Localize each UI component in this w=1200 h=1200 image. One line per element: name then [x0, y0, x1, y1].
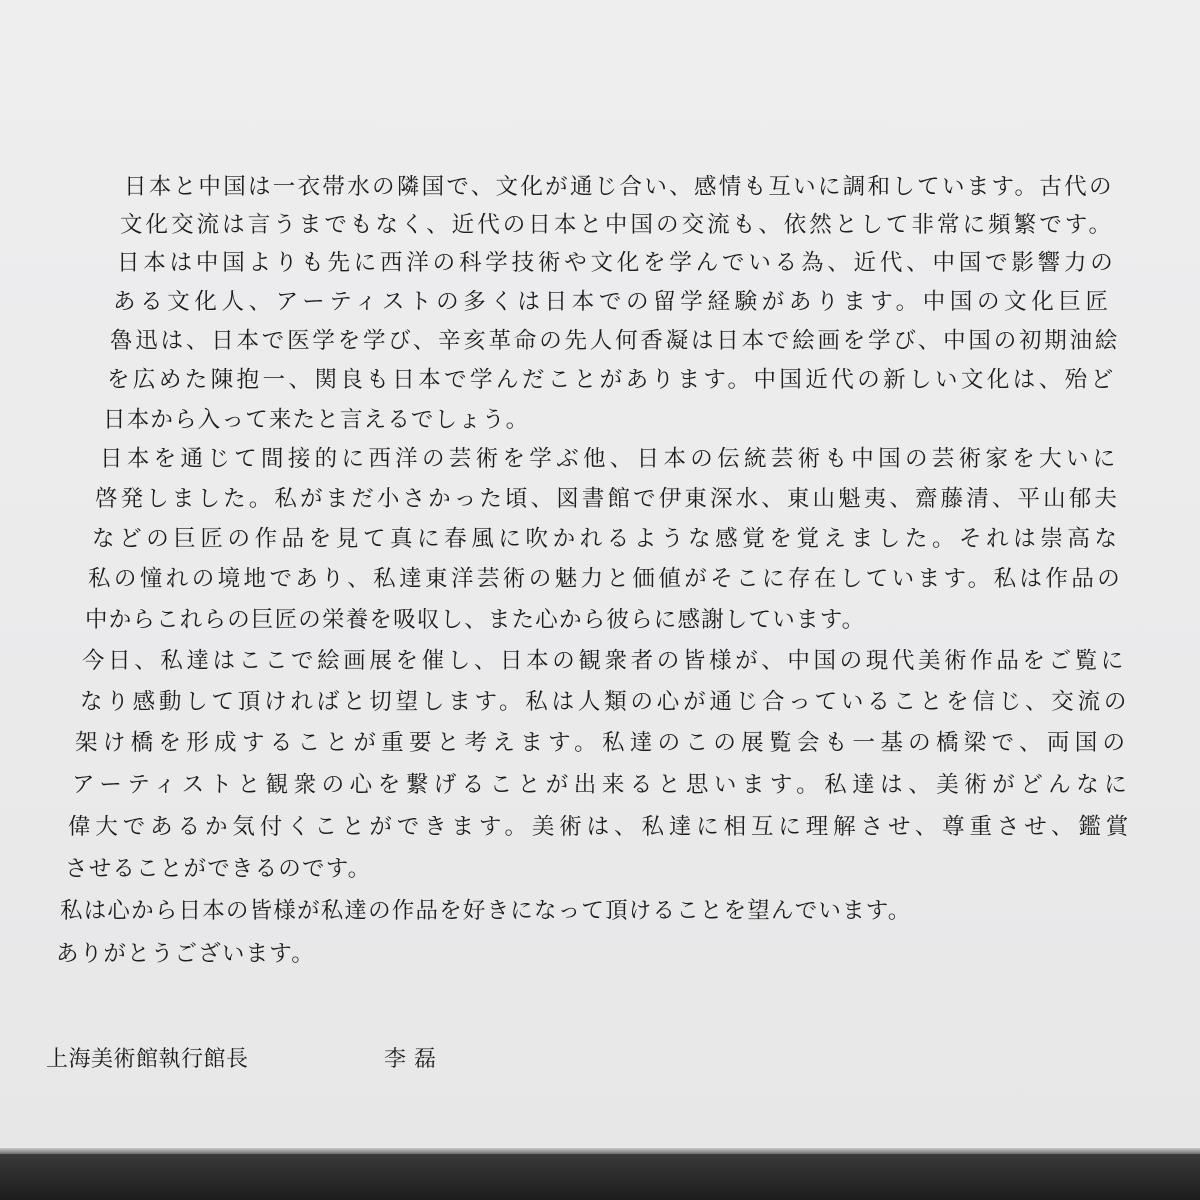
letter-line: 今日、私達はここで絵画展を催し、日本の観衆者の皆様が、中国の現代美術作品をご覧に [82, 648, 1128, 674]
letter-line: などの巨匠の作品を見て真に春風に吹かれるような感覚を覚えました。それは崇高な [92, 526, 1122, 552]
letter-line: 啓発しました。私がまだ小さかった頃、図書館で伊東深水、東山魁夷、齋藤清、平山郁夫 [95, 486, 1121, 512]
letter-line: 文化交流は言うまでもなく、近代の日本と中国の交流も、依然として非常に頻繁です。 [120, 212, 1115, 238]
letter-line: 日本を通じて間接的に西洋の芸術を学ぶ他、日本の伝統芸術も中国の芸術家を大いに [100, 446, 1120, 472]
letter-line: 日本から入って来たと言えるでしょう。 [103, 407, 530, 433]
letter-line: 私は心から日本の皆様が私達の作品を好きになって頂けることを望んでいます。 [60, 898, 912, 924]
letter-line: アーティストと観衆の心を繋げることが出来ると思います。私達は、美術がどんなに [72, 772, 1133, 798]
letter-line: させることができるのです。 [65, 856, 372, 882]
background-shadow [0, 1154, 1200, 1200]
letter-line: ありがとうございます。 [56, 941, 315, 967]
signature-title: 上海美術館執行館長 [46, 1047, 249, 1072]
letter-line: 架け橋を形成することが重要と考えます。私達のこの展覧会も一基の橋梁で、両国の [75, 730, 1131, 756]
letter-line: を広めた陳抱一、関良も日本で学んだことがあります。中国近代の新しい文化は、殆ど [107, 367, 1117, 393]
letter-line: 魯迅は、日本で医学を学び、辛亥革命の先人何香凝は日本で絵画を学び、中国の初期油絵 [110, 328, 1121, 354]
letter-line: 偉大であるか気付くことができます。美術は、私達に相互に理解させ、尊重させ、鑑賞 [68, 814, 1134, 840]
letter-line: なり感動して頂ければと切望します。私は人類の心が通じ合っていることを信じ、交流の [80, 689, 1131, 715]
letter-line: 中からこれらの巨匠の栄養を吸収し、また心から彼らに感謝しています。 [85, 607, 866, 633]
letter-line: ある文化人、アーティストの多くは日本での留学経験があります。中国の文化巨匠 [113, 289, 1113, 315]
letter-line: 私の憧れの境地であり、私達東洋芸術の魅力と価値がそこに存在しています。私は作品の [88, 566, 1124, 592]
signature-name: 李 磊 [384, 1047, 437, 1072]
letter-line: 日本は中国よりも先に西洋の科学技術や文化を学んでいる為、近代、中国で影響力の [117, 250, 1117, 276]
letter-line: 日本と中国は一衣帯水の隣国で、文化が通じ合い、感情も互いに調和しています。古代の [124, 174, 1114, 200]
